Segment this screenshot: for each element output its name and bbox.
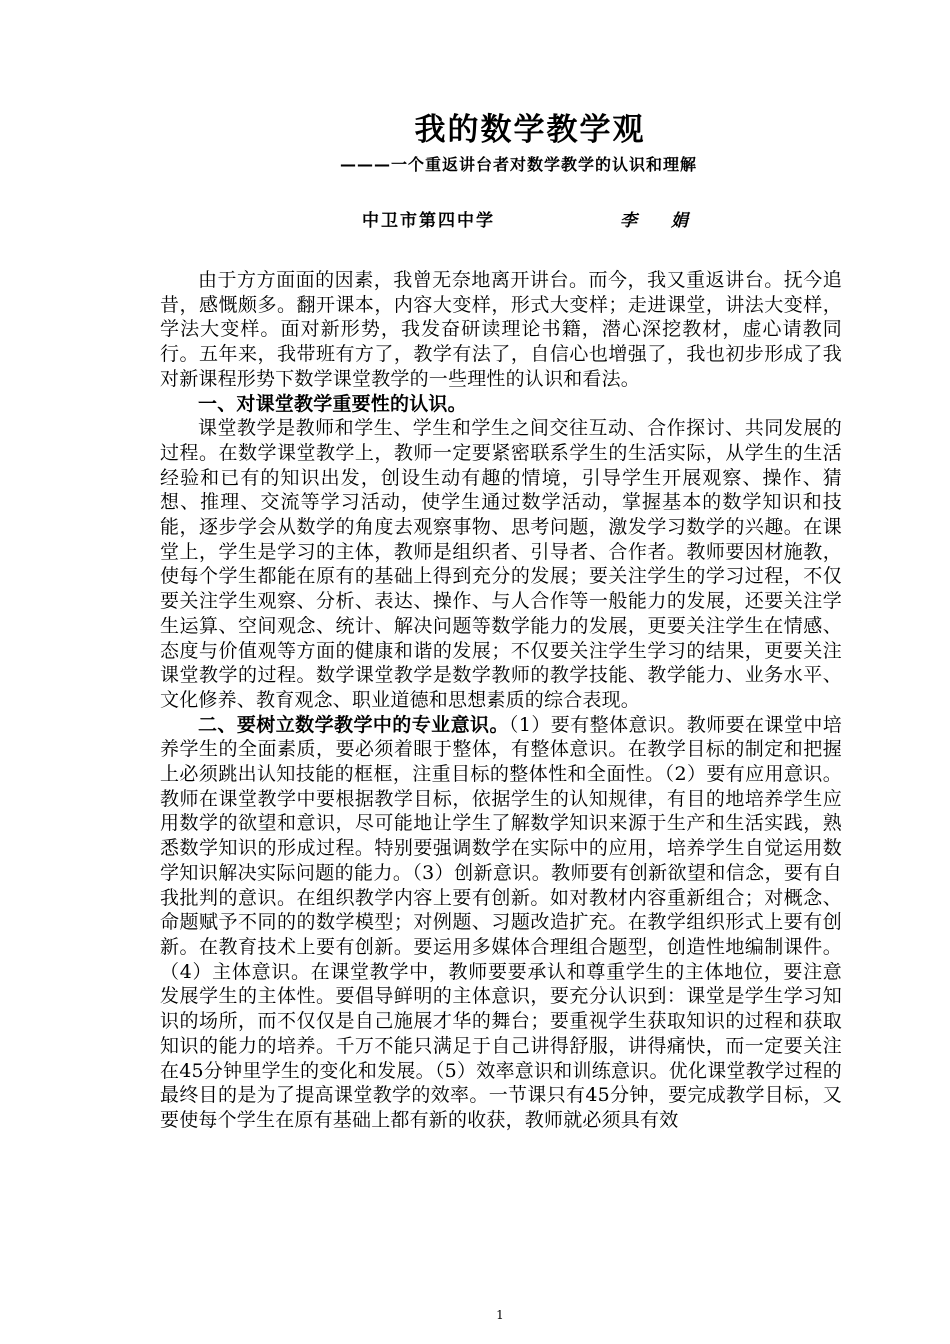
author-name: 李 娟 [620,211,702,231]
author-line [362,206,702,231]
section-1-heading: 一、对课堂教学重要性的认识。 [198,392,467,415]
section-2-body: （1）要有整体意识。教师要在课堂中培养学生的全面素质，要必须着眼于整体，有整体意识。在教学目标的制定和把握上必须跳出认知技能的框框，注重目标的整体性和全面性。（2）要有应用意识。教师在课堂教学中要根据教学目标，依据学生的认知规律，有目的地培养学生应用数学的欲望和意识，尽可能地让学生了解数学知识来源于生产和生活实践，熟悉数学知识的形成过程。特别要强调数学在实际中的应用，培养学生自觉运用数学知识解决实际问题的能力。（3）创新意识。教师要有创新欲望和信念，要有自我批判的意识。在组织教学内容上要有创新。如对教材内容重新组合；对概念、命题赋予不同的的数学模型；对例题、习题改造扩充。在教学组织形式上要有创新。在教育技术上要有创新。要运用多媒体合理组合题型，创造性地编制课件。（4）主体意识。在课堂教学中，教师要要承认和尊重学生的主体地位，要注意发展学生的主体性。要倡导鲜明的主体意识，要充分认识到：课堂是学生学习知识的场所，而不仅仅是自己施展才华的舞台；要重视学生获取知识的过程和获取知识的能力的培养。千万不能只满足于自己讲得舒服，讲得痛快，而一定要关注在45分钟里学生的变化和发展。（5）效率意识和训练意识。优化课堂教学过程的最终目的是为了提高课堂教学的效率。一节课只有45分钟，要完成教学目标，又要使每个学生在原有基础上都有新的收获，教师就必须具有效 [160,713,842,1131]
page-number: 1 [496,1308,504,1322]
page-title: 我的数学教学观 [414,112,646,148]
subtitle: ———一个重返讲台者对数学教学的认识和理解 [340,155,698,174]
intro-paragraph: 由于方方面面的因素，我曾无奈地离开讲台。而今，我又重返讲台。抚今追昔，感慨颇多。翻开课本，内容大变样，形式大变样；走进课堂，讲法大变样，学法大变样。面对新形势，我发奋研读理论书籍，潜心深挖教材，虚心请教同行。五年来，我带班有方了，教学有法了，自信心也增强了，我也初步形成了我对新课程形势下数学课堂教学的一些理性的认识和看法。 [160,269,842,390]
body-text [160,268,842,1133]
school-name: 中卫市第四中学 [362,211,495,231]
section-1-body: 课堂教学是教师和学生、学生和学生之间交往互动、合作探讨、共同发展的过程。在数学课堂教学上，教师一定要紧密联系学生的生活实际，从学生的生活经验和已有的知识出发，创设生动有趣的情境，引导学生开展观察、操作、猜想、推理、交流等学习活动，使学生通过数学活动，掌握基本的数学知识和技能，逐步学会从数学的角度去观察事物、思考问题，激发学习数学的兴趣。在课堂上，学生是学习的主体，教师是组织者、引导者、合作者。教师要因材施教，使每个学生都能在原有的基础上得到充分的发展；要关注学生的学习过程，不仅要关注学生观察、分析、表达、操作、与人合作等一般能力的发展，还要关注学生运算、空间观念、统计、解决问题等数学能力的发展，更要关注学生在情感、态度与价值观等方面的健康和谐的发展；不仅要关注学生学习的结果，更要关注课堂教学的过程。数学课堂教学是数学教师的教学技能、教学能力、业务水平、文化修养、教育观念、职业道德和思想素质的综合表现。 [160,417,842,711]
section-2-paragraph [160,713,842,1133]
section-2-heading: 二、要树立数学教学中的专业意识。 [198,713,509,736]
